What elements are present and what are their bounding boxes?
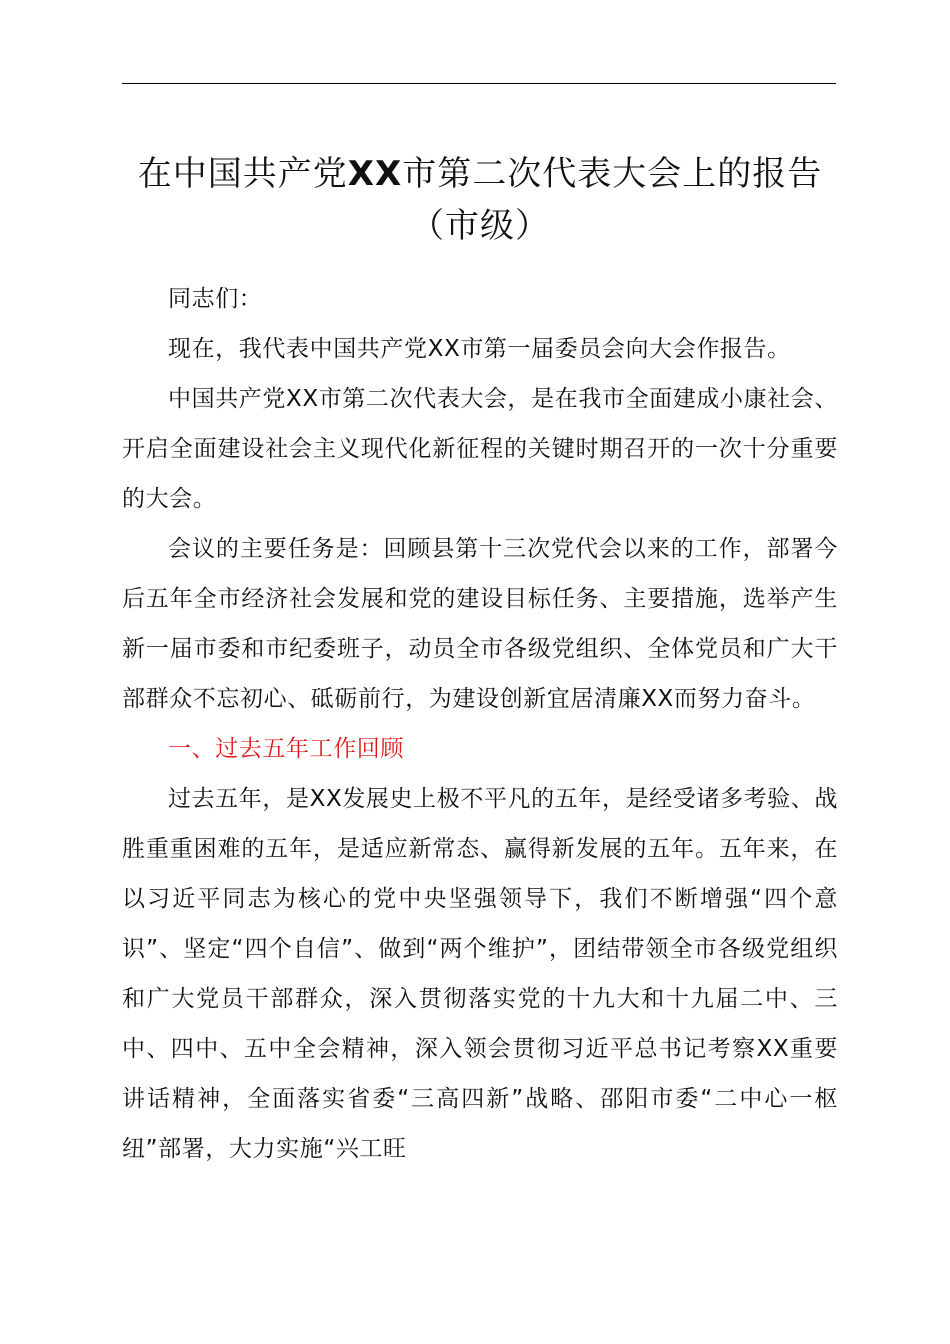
document-body	[122, 274, 838, 1174]
header-rule	[122, 83, 836, 84]
title-suffix: 市第二次代表大会上的报告	[402, 154, 823, 194]
paragraph-review: 过去五年，是XX发展史上极不平凡的五年，是经受诸多考验、战胜重重困难的五年，是适应新常态、赢得新发展的五年。五年来，在以习近平同志为核心的党中央坚强领导下，我们不断增强“四个意识”、坚定“四个自信”、做到“两个维护”，团结带领全市各级党组织和广大党员干部群众，深入贯彻落实党的十九大和十九届二中、三中、四中、五中全会精神，深入领会贯彻习近平总书记考察XX重要讲话精神，全面落实省委“三高四新”战略、邵阳市委“二中心一枢纽”部署，大力实施“兴工旺	[122, 786, 838, 1162]
title-subtitle: （市级）	[410, 206, 550, 246]
section-heading-review: 一、过去五年工作回顾	[168, 736, 404, 762]
paragraph-salutation: 同志们：	[168, 286, 263, 312]
title-line-main	[100, 148, 860, 200]
document-title	[100, 148, 860, 252]
paragraph-intro: 现在，我代表中国共产党XX市第一届委员会向大会作报告。	[168, 336, 791, 362]
title-bold-xx: XX	[347, 154, 403, 194]
paragraph-tasks: 会议的主要任务是：回顾县第十三次党代会以来的工作，部署今后五年全市经济社会发展和党的建设目标任务、主要措施，选举产生新一届市委和市纪委班子，动员全市各级党组织、全体党员和广大干部群众不忘初心、砥砺前行，为建设创新宜居清廉XX而努力奋斗。	[122, 536, 838, 712]
title-prefix: 在中国共产党	[137, 154, 348, 194]
paragraph-congress: 中国共产党XX市第二次代表大会，是在我市全面建成小康社会、开启全面建设社会主义现代化新征程的关键时期召开的一次十分重要的大会。	[122, 386, 838, 512]
